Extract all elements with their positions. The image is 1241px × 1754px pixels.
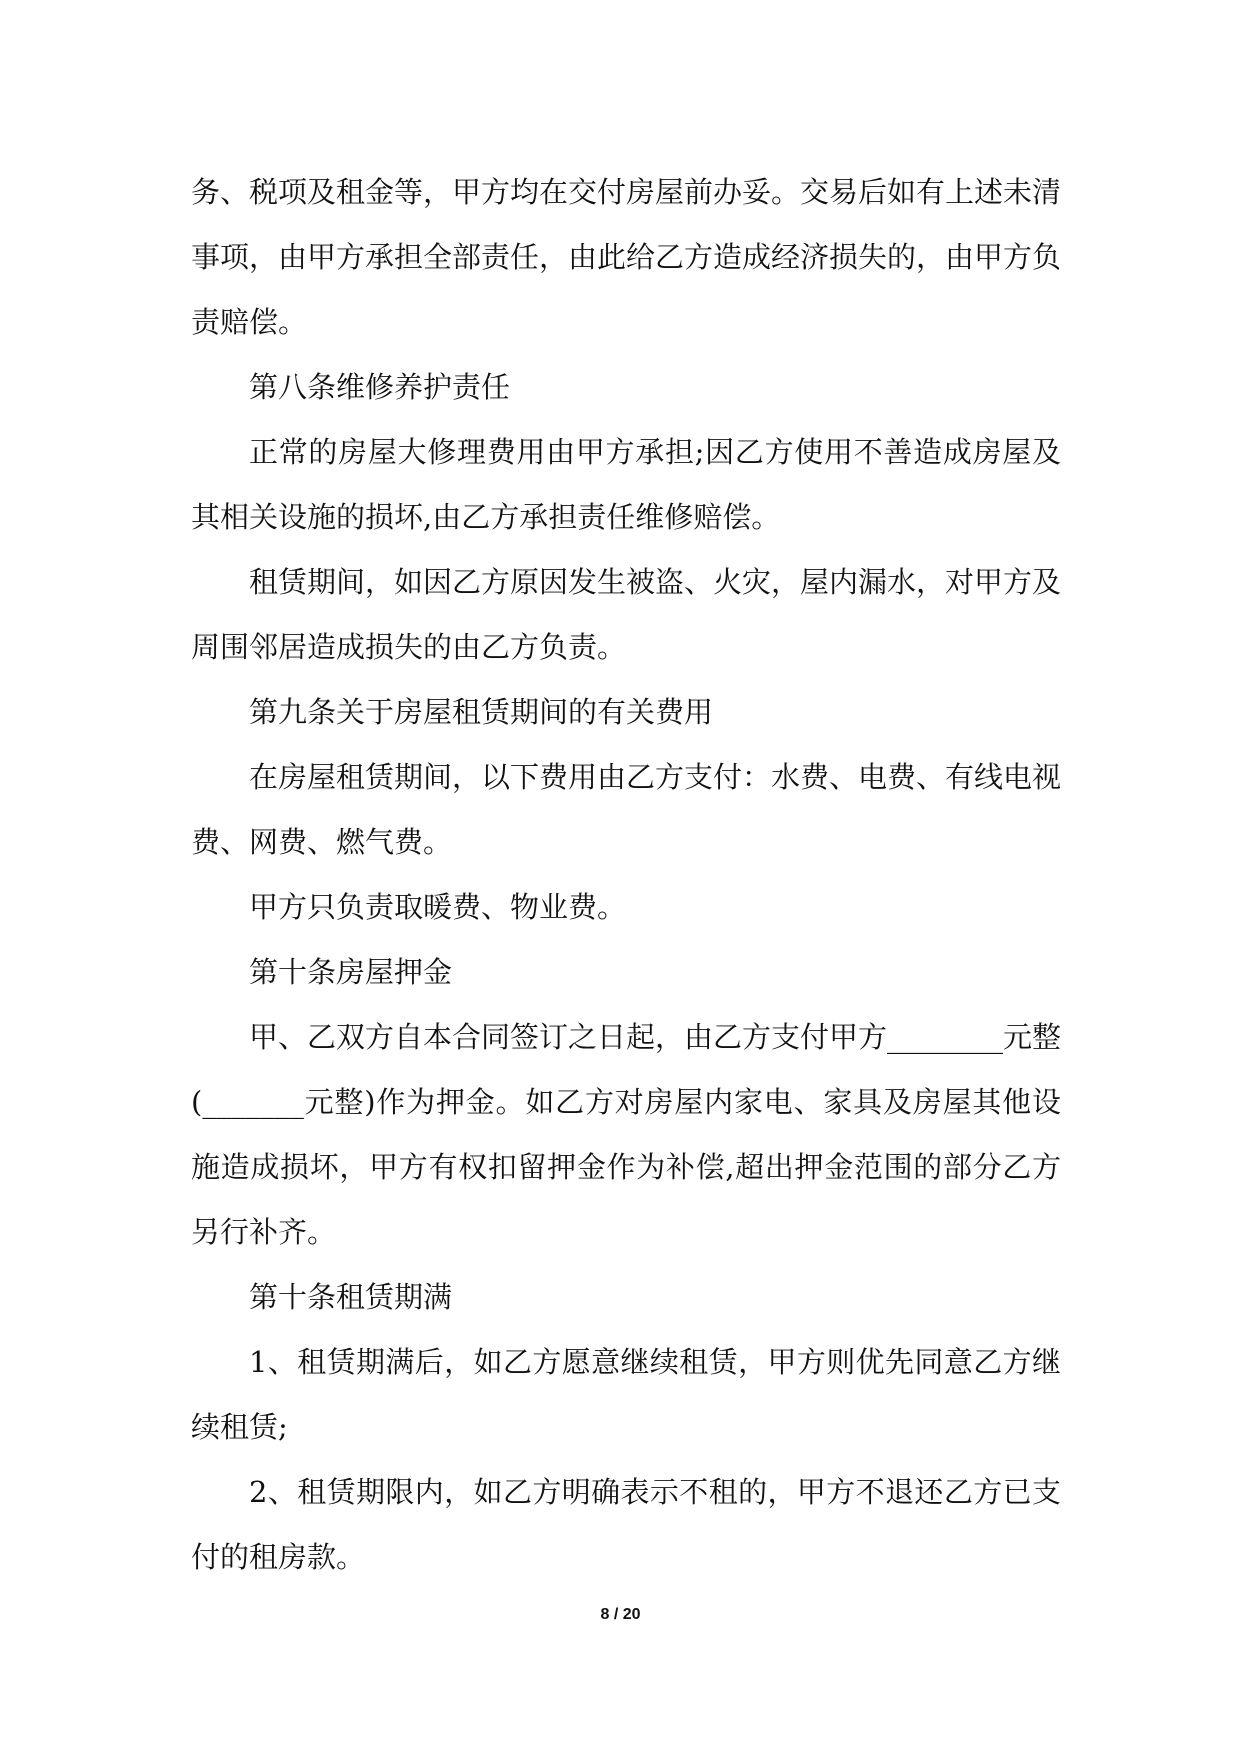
article-8-heading: 第八条维修养护责任 — [249, 370, 511, 404]
paragraph-maintenance: 正常的房屋大修理费用由甲方承担;因乙方使用不善造成房屋及其相关设施的损坏,由乙方承担责任维修赔偿。 — [191, 435, 1061, 534]
paragraph-renewal: 1、租赁期满后，如乙方愿意继续租赁，甲方则优先同意乙方继续租赁; — [191, 1345, 1061, 1444]
page-number: 8 / 20 — [600, 1606, 641, 1623]
paragraph-continuation: 务、税项及租金等，甲方均在交付房屋前办妥。交易后如有上述未清事项，由甲方承担全部责任，由此给乙方造成经济损失的，由甲方负责赔偿。 — [191, 175, 1062, 339]
document-body — [191, 160, 1061, 1590]
article-10-heading: 第十条房屋押金 — [249, 955, 453, 989]
paragraph-lease-damage: 租赁期间，如因乙方原因发生被盗、火灾，屋内漏水，对甲方及周围邻居造成损失的由乙方负责。 — [191, 565, 1062, 664]
paragraph-termination: 2、租赁期限内，如乙方明确表示不租的，甲方不退还乙方已支付的租房款。 — [191, 1475, 1061, 1574]
paragraph-deposit: 甲、乙双方自本合同签订之日起，由乙方支付甲方________元整(_______元整)作为押金。如乙方对房屋内家电、家具及房屋其他设施造成损坏，甲方有权扣留押金作为补偿,超出押金范围的部分乙方另行补齐。 — [191, 1020, 1062, 1249]
article-10b-heading: 第十条租赁期满 — [249, 1280, 453, 1314]
article-9-heading: 第九条关于房屋租赁期间的有关费用 — [249, 695, 714, 729]
paragraph-landlord-fees: 甲方只负责取暖费、物业费。 — [249, 890, 627, 924]
paragraph-tenant-fees: 在房屋租赁期间，以下费用由乙方支付：水费、电费、有线电视费、网费、燃气费。 — [191, 760, 1062, 859]
